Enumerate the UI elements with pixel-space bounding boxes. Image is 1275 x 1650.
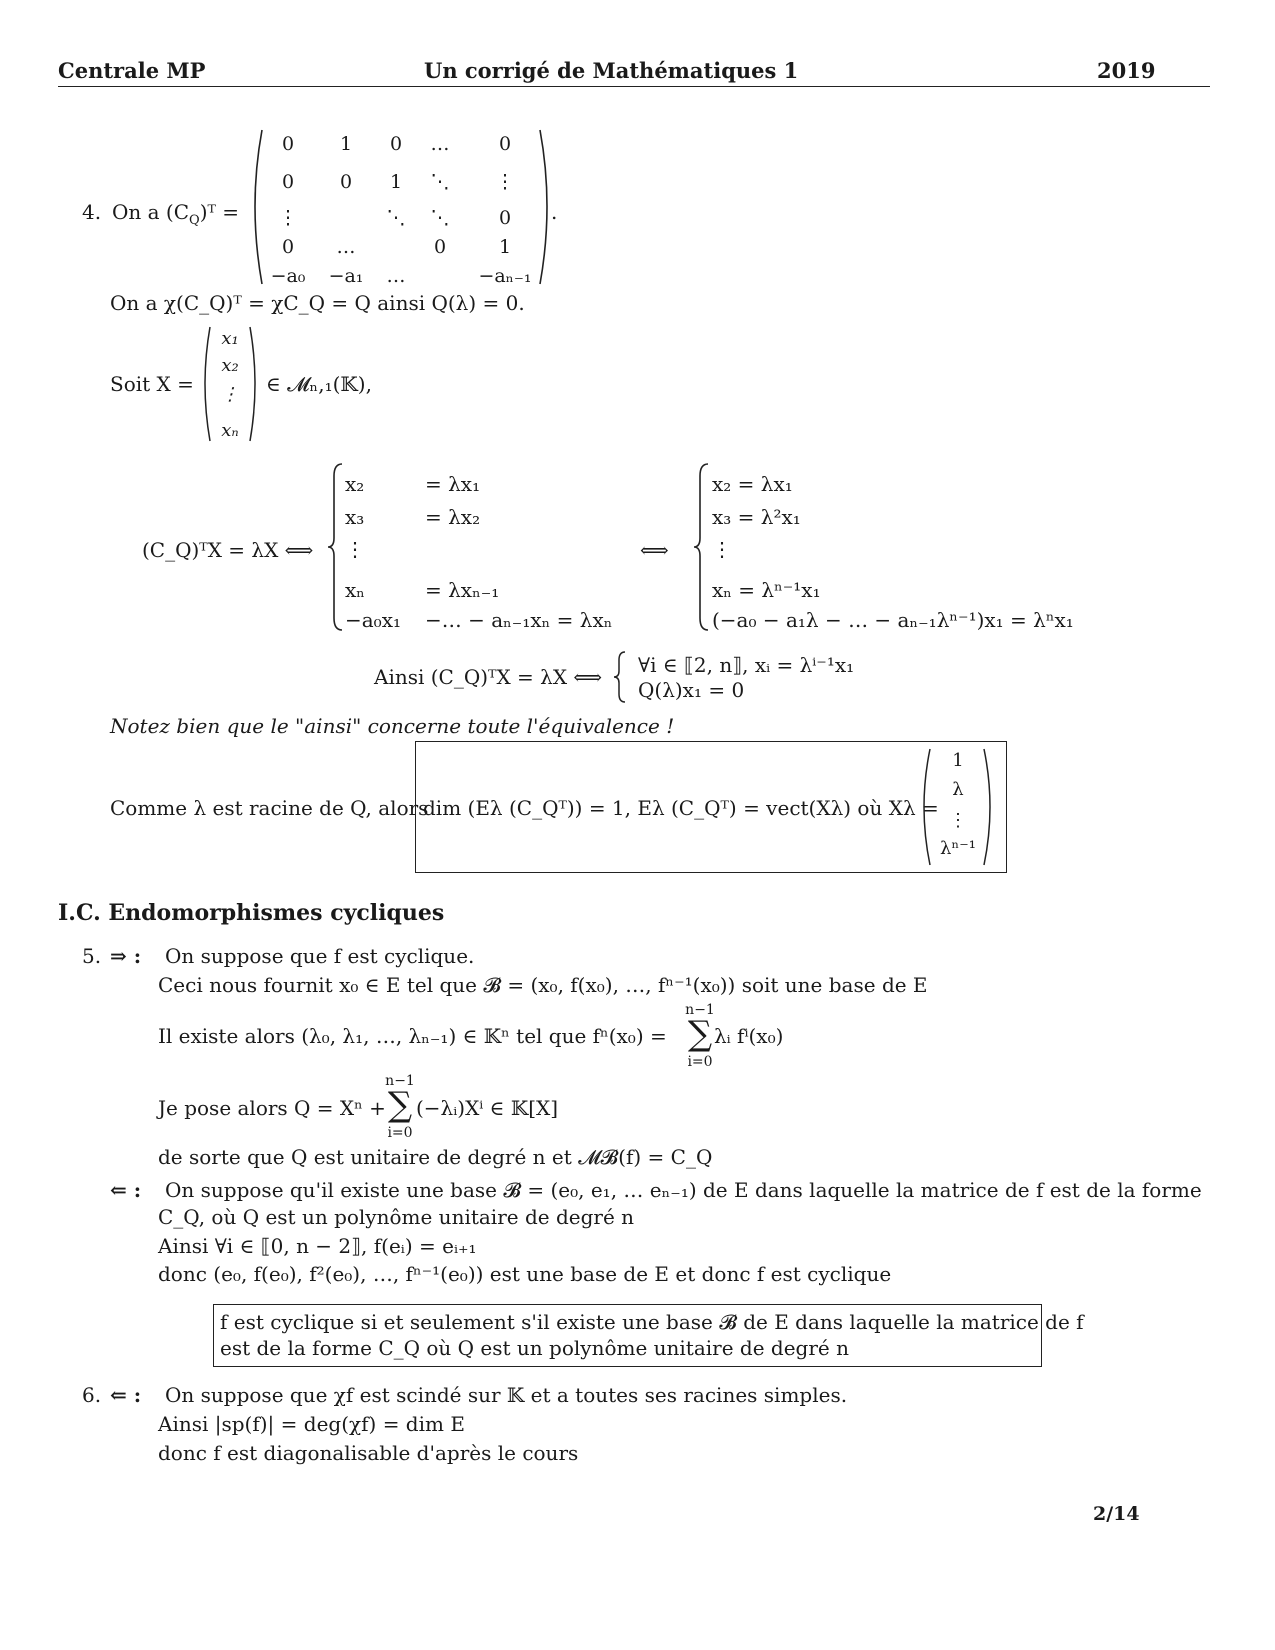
- q5-sum1-symbol: ∑: [687, 1014, 713, 1054]
- system2-line: x₂ = λx₁: [712, 472, 793, 496]
- x-lambda-entry: λ: [952, 779, 964, 800]
- q4-ainsi-brace: [611, 650, 631, 704]
- q4-intro: On a $(C_Q)ᵀ$ =: [112, 200, 240, 228]
- q5-bwd-line2: C_Q, où Q est un polynôme unitaire de degré n: [158, 1205, 635, 1229]
- q4-matrix-period: .: [551, 200, 558, 224]
- q4-system1-brace: [326, 462, 346, 632]
- system2-line: ⋮: [712, 537, 732, 561]
- q6-number: 6.: [82, 1383, 102, 1407]
- matrix-cell: −a₁: [328, 265, 364, 287]
- q4-ainsi-lhs: Ainsi (C_Q)ᵀX = λX ⟺: [374, 665, 603, 689]
- x-lambda-entry: 1: [952, 750, 964, 771]
- matrix-cell: ⋱: [430, 207, 450, 229]
- matrix-cell: 0: [389, 133, 403, 155]
- matrix-cell: 1: [339, 133, 353, 155]
- q5-sum2-top: n−1: [385, 1073, 415, 1089]
- q5-bwd-line4: donc (e₀, f(e₀), f²(e₀), …, fⁿ⁻¹(e₀)) est une base de E et donc f est cyclique: [158, 1262, 892, 1286]
- section-title: I.C. Endomorphismes cycliques: [58, 900, 445, 926]
- system1-lhs: xₙ: [345, 578, 365, 602]
- matrix-cell: 0: [498, 133, 512, 155]
- q4-note: Notez bien que le "ainsi" concerne toute l'équivalence !: [110, 714, 675, 738]
- header-right: 2019: [1097, 58, 1156, 83]
- q4-comme: Comme λ est racine de Q, alors: [110, 796, 429, 820]
- q5-fwd-symbol: ⇒ :: [110, 944, 142, 968]
- q6-line1: On suppose que χf est scindé sur 𝕂 et a toutes ses racines simples.: [165, 1383, 848, 1407]
- matrix-cell: ⋱: [430, 171, 450, 193]
- q5-boxed-line1: f est cyclique si et seulement s'il existe une base 𝓑 de E dans laquelle la matrice de f: [220, 1310, 1084, 1334]
- q5-fwd-line1: On suppose que f est cyclique.: [165, 944, 475, 968]
- q5-bwd-symbol: ⇐ :: [110, 1178, 142, 1202]
- system1-rhs: −… − aₙ₋₁xₙ = λxₙ: [425, 608, 613, 632]
- q4-number: 4.: [82, 200, 102, 224]
- q4-boxed-text: dim (Eλ (C_Qᵀ)) = 1, Eλ (C_Qᵀ) = vect(Xλ) où Xλ =: [423, 796, 939, 820]
- q5-fwd-line5: de sorte que Q est unitaire de degré n et 𝓜𝓑(f) = C_Q: [158, 1145, 713, 1169]
- q4-equiv-lhs: (C_Q)ᵀX = λX ⟺: [142, 538, 314, 562]
- x-vector-entry: xₙ: [221, 420, 239, 441]
- matrix-cell: …: [430, 133, 450, 155]
- matrix-cell: 0: [281, 236, 295, 258]
- matrix-cell: …: [336, 236, 356, 258]
- x-lambda-entry: λⁿ⁻¹: [940, 838, 976, 859]
- q4-ainsi-line1: ∀i ∈ ⟦2, n⟧, xᵢ = λⁱ⁻¹x₁: [638, 653, 855, 677]
- q4-soit-x: Soit X =: [110, 372, 194, 396]
- q5-sum2-symbol: ∑: [387, 1085, 413, 1125]
- header-left: Centrale MP: [58, 58, 206, 83]
- page-number: 2/14: [1093, 1503, 1140, 1525]
- q5-sum2-term: (−λᵢ)Xⁱ ∈ 𝕂[X]: [416, 1096, 559, 1120]
- q5-fwd-line4: Je pose alors Q = Xⁿ +: [158, 1096, 386, 1120]
- q5-boxed-line2: est de la forme C_Q où Q est un polynôme unitaire de degré n: [220, 1336, 849, 1360]
- matrix-cell: 1: [498, 236, 512, 258]
- q6-line2: Ainsi |sp(f)| = deg(χf) = dim E: [158, 1412, 465, 1436]
- q5-bwd-line1: On suppose qu'il existe une base 𝓑 = (e₀, e₁, … eₙ₋₁) de E dans laquelle la matrice de f est de la forme: [165, 1178, 1202, 1202]
- system2-line: (−a₀ − a₁λ − … − aₙ₋₁λⁿ⁻¹)x₁ = λⁿx₁: [712, 608, 1074, 632]
- system1-lhs: x₃: [345, 505, 365, 529]
- matrix-cell: −a₀: [270, 265, 306, 287]
- system1-rhs: = λxₙ₋₁: [425, 578, 500, 602]
- system1-rhs: = λx₁: [425, 472, 481, 496]
- matrix-cell: 0: [281, 171, 295, 193]
- system1-lhs: −a₀x₁: [345, 608, 401, 632]
- matrix-cell: 0: [339, 171, 353, 193]
- x-lambda-entry: ⋮: [949, 810, 967, 831]
- q4-equiv-mid: ⟺: [640, 538, 669, 562]
- q5-sum1-bottom: i=0: [687, 1054, 713, 1070]
- q6-bwd-symbol: ⇐ :: [110, 1383, 142, 1407]
- header-center: Un corrigé de Mathématiques 1: [424, 58, 799, 83]
- matrix-cell: 0: [433, 236, 447, 258]
- q6-line3: donc f est diagonalisable d'après le cours: [158, 1441, 579, 1465]
- q4-ainsi-line2: Q(λ)x₁ = 0: [638, 678, 745, 702]
- x-vector-entry: x₁: [221, 328, 239, 349]
- q5-bwd-line3: Ainsi ∀i ∈ ⟦0, n − 2⟧, f(eᵢ) = eᵢ₊₁: [158, 1234, 477, 1258]
- header-rule: [58, 86, 1210, 87]
- system1-lhs: x₂: [345, 472, 365, 496]
- x-vector-entry: x₂: [221, 355, 239, 376]
- matrix-cell: 1: [389, 171, 403, 193]
- q5-sum1-top: n−1: [685, 1002, 715, 1018]
- system1-lhs: ⋮: [345, 537, 365, 561]
- matrix-cell: …: [386, 265, 406, 287]
- q5-number: 5.: [82, 944, 102, 968]
- matrix-cell: ⋮: [495, 171, 515, 193]
- q5-fwd-line2: Ceci nous fournit x₀ ∈ E tel que 𝓑 = (x₀, f(x₀), …, fⁿ⁻¹(x₀)) soit une base de E: [158, 973, 928, 997]
- q5-sum1-term: λᵢ fⁱ(x₀): [714, 1024, 784, 1048]
- matrix-cell: ⋱: [386, 207, 406, 229]
- system2-line: xₙ = λⁿ⁻¹x₁: [712, 578, 821, 602]
- matrix-cell: ⋮: [278, 207, 298, 229]
- x-vector-entry: ⋮: [221, 384, 239, 405]
- q5-fwd-line3: Il existe alors (λ₀, λ₁, …, λₙ₋₁) ∈ 𝕂ⁿ tel que fⁿ(x₀) =: [158, 1024, 667, 1048]
- q4-x-space: ∈ 𝓜ₙ,₁(𝕂),: [266, 372, 372, 396]
- matrix-cell: 0: [498, 207, 512, 229]
- q5-sum2-bottom: i=0: [387, 1125, 413, 1141]
- matrix-cell: 0: [281, 133, 295, 155]
- system2-line: x₃ = λ²x₁: [712, 505, 801, 529]
- system1-rhs: = λx₂: [425, 505, 481, 529]
- q4-chi-line: On a χ(C_Q)ᵀ = χC_Q = Q ainsi Q(λ) = 0.: [110, 291, 525, 315]
- q4-system2-brace: [692, 462, 712, 632]
- matrix-cell: −aₙ₋₁: [478, 265, 532, 287]
